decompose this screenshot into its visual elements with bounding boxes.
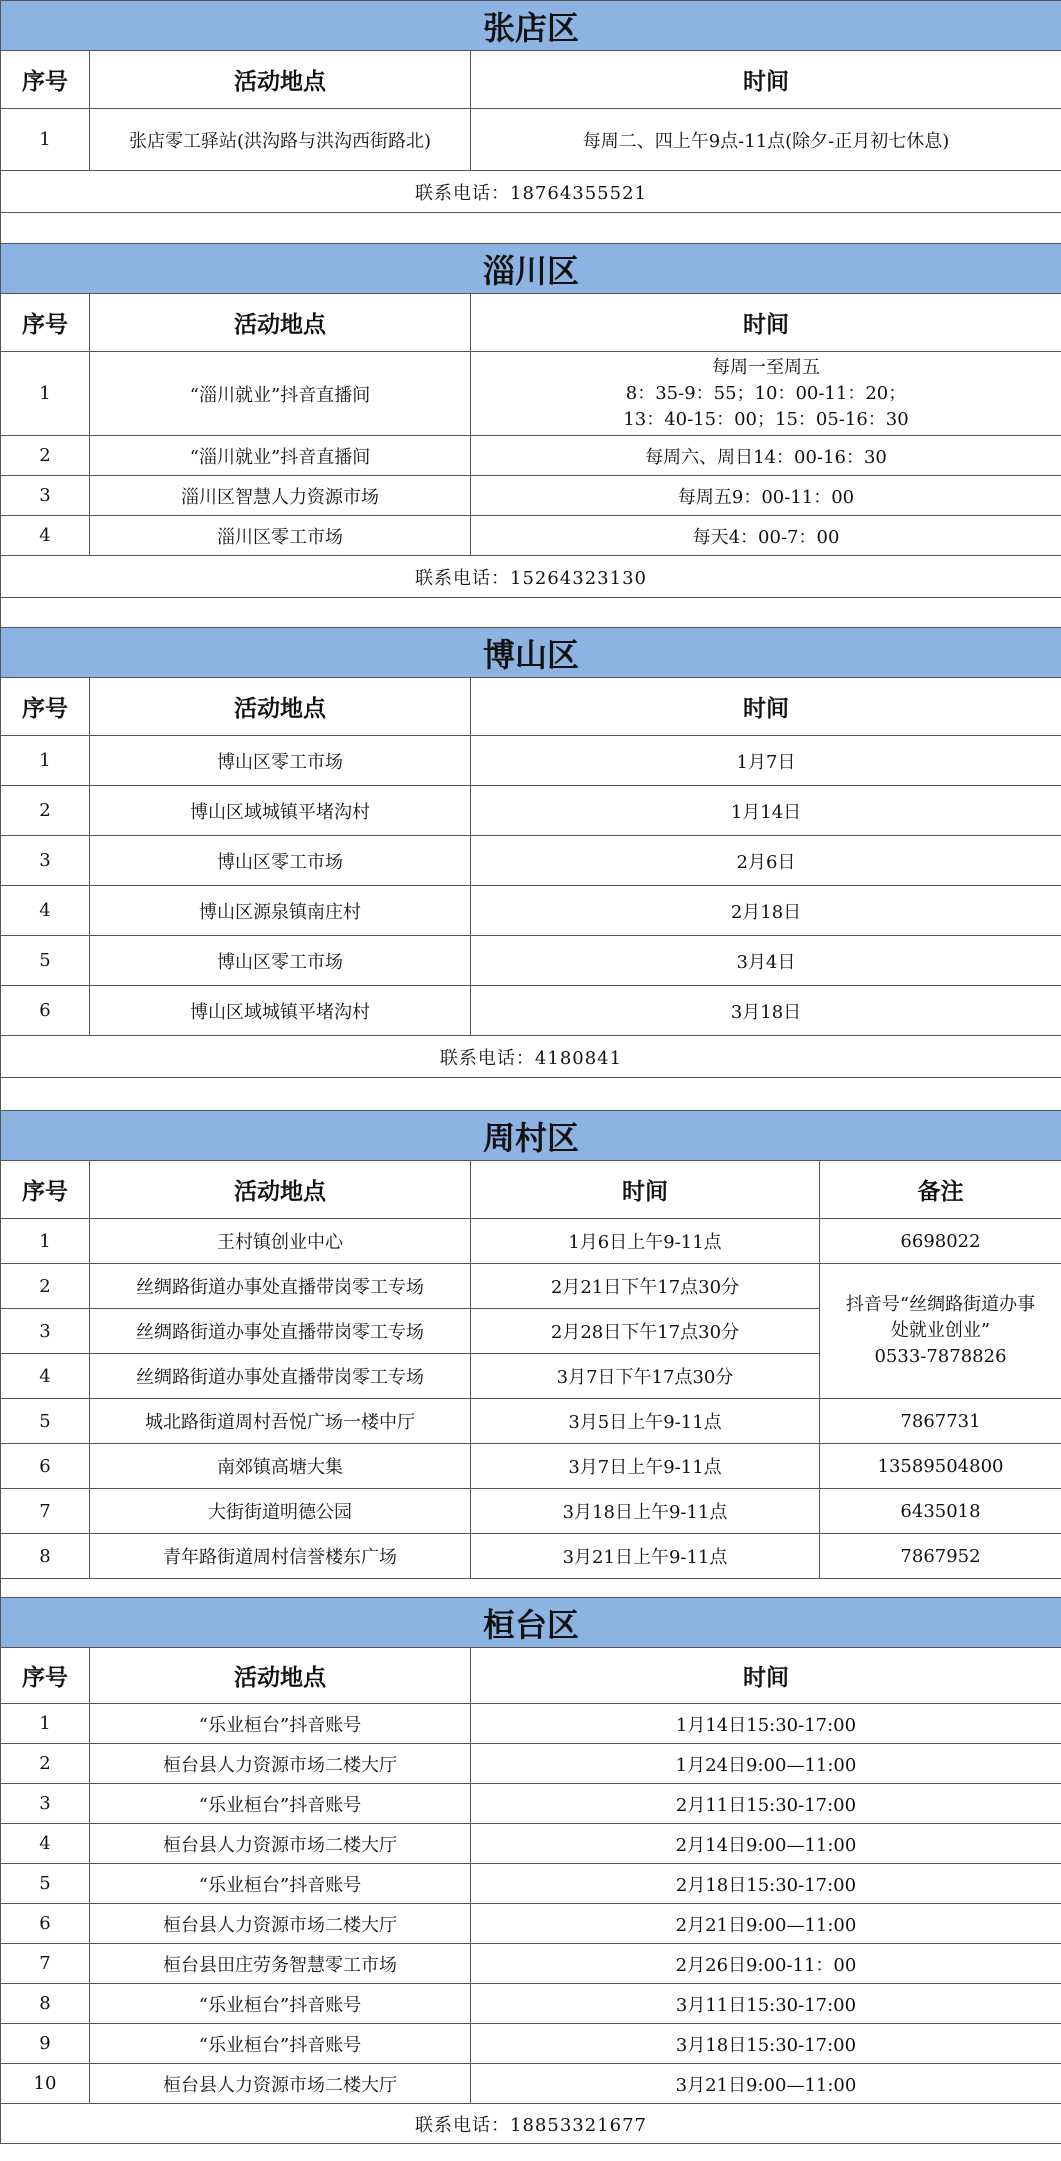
row-number: 1	[1, 736, 90, 786]
row-note-line: 处就业创业”	[890, 1320, 991, 1341]
header-time: 时间	[471, 1648, 1061, 1704]
table-row	[1, 836, 1061, 886]
row-time	[471, 1944, 1061, 1984]
row-time-line: 1月7日	[736, 751, 796, 773]
row-note-line: 抖音号“丝绸路街道办事	[845, 1294, 1036, 1315]
row-time	[471, 352, 1061, 436]
row-time	[471, 986, 1061, 1036]
row-place: 大街街道明德公园	[90, 1489, 471, 1534]
table-row	[1, 476, 1061, 516]
row-time	[471, 786, 1061, 836]
header-row	[1, 51, 1061, 109]
header-place: 活动地点	[90, 51, 471, 109]
row-time-line: 每周六、周日14：00-16：30	[645, 446, 887, 468]
table-row	[1, 1219, 1061, 1264]
row-place: 桓台县人力资源市场二楼大厅	[90, 1824, 471, 1864]
row-number: 1	[1, 109, 90, 171]
header-row	[1, 1648, 1061, 1704]
row-time-line: 每周二、四上午9点-11点(除夕-正月初七休息)	[582, 130, 950, 152]
row-time	[471, 1399, 820, 1444]
row-number: 6	[1, 1904, 90, 1944]
row-time	[471, 1534, 820, 1579]
row-time-line: 3月18日	[730, 1001, 802, 1023]
row-number: 2	[1, 1264, 90, 1309]
row-number: 6	[1, 1444, 90, 1489]
row-place: 淄川区零工市场	[90, 516, 471, 556]
section-title	[1, 1598, 1061, 1648]
row-time	[471, 836, 1061, 886]
row-place: 丝绸路街道办事处直播带岗零工专场	[90, 1354, 471, 1399]
row-number: 8	[1, 1534, 90, 1579]
section-title	[1, 244, 1061, 294]
header-time: 时间	[471, 294, 1061, 352]
row-number: 4	[1, 1824, 90, 1864]
contact-phone: 联系电话：18764355521	[1, 171, 1061, 213]
row-place: 淄川区智慧人力资源市场	[90, 476, 471, 516]
table-row	[1, 516, 1061, 556]
table-row	[1, 886, 1061, 936]
row-place: 博山区源泉镇南庄村	[90, 886, 471, 936]
row-time-line: 2月21日下午17点30分	[550, 1277, 740, 1298]
section-title	[1, 1111, 1061, 1161]
header-place: 活动地点	[90, 1648, 471, 1704]
table-row	[1, 1399, 1061, 1444]
row-note-line: 6698022	[900, 1230, 981, 1252]
row-number: 3	[1, 1309, 90, 1354]
section-title	[1, 628, 1061, 678]
row-note-line: 0533-7878826	[874, 1346, 1007, 1367]
section-title-text: 张店区	[483, 8, 580, 47]
row-number: 2	[1, 1744, 90, 1784]
row-place: 城北路街道周村吾悦广场一楼中厅	[90, 1399, 471, 1444]
table-row	[1, 1864, 1061, 1904]
row-time	[471, 1489, 820, 1534]
row-place: “乐业桓台”抖音账号	[90, 1704, 471, 1744]
section-title-text: 淄川区	[483, 251, 580, 290]
row-time	[471, 1704, 1061, 1744]
header-row	[1, 1161, 1061, 1219]
row-time	[471, 476, 1061, 516]
row-time	[471, 1984, 1061, 2024]
row-place: 博山区域城镇平堵沟村	[90, 786, 471, 836]
row-note-line: 13589504800	[877, 1455, 1004, 1477]
spacer-cell	[1, 213, 1061, 244]
header-place: 活动地点	[90, 1161, 471, 1219]
row-place: 桓台县人力资源市场二楼大厅	[90, 1904, 471, 1944]
table-row	[1, 1264, 1061, 1309]
row-time-line: 1月14日15:30-17:00	[675, 1714, 857, 1736]
header-no: 序号	[1, 678, 90, 736]
row-time	[471, 1309, 820, 1354]
section-title	[1, 1, 1061, 51]
row-number: 3	[1, 1784, 90, 1824]
spacer-cell	[1, 1078, 1061, 1111]
row-time-line: 3月18日上午9-11点	[562, 1502, 728, 1523]
header-place: 活动地点	[90, 678, 471, 736]
row-time	[471, 1354, 820, 1399]
row-time	[471, 1824, 1061, 1864]
header-time: 时间	[471, 678, 1061, 736]
contact-row	[1, 171, 1061, 213]
row-time-line: 1月6日上午9-11点	[568, 1232, 722, 1253]
table-row	[1, 1744, 1061, 1784]
row-time	[471, 886, 1061, 936]
row-time	[471, 1904, 1061, 1944]
row-note-line: 6435018	[900, 1500, 981, 1522]
row-number: 3	[1, 476, 90, 516]
contact-phone: 联系电话：4180841	[1, 1036, 1061, 1078]
row-number: 10	[1, 2064, 90, 2104]
row-place: 博山区域城镇平堵沟村	[90, 986, 471, 1036]
row-place: “乐业桓台”抖音账号	[90, 1864, 471, 1904]
row-time	[471, 1744, 1061, 1784]
spacer-row	[1, 1579, 1061, 1598]
spacer-row	[1, 598, 1061, 628]
section-title-text: 周村区	[483, 1118, 580, 1157]
row-time	[471, 1219, 820, 1264]
header-no: 序号	[1, 1161, 90, 1219]
section-title-text: 博山区	[483, 635, 580, 674]
table-row	[1, 2024, 1061, 2064]
row-place: 王村镇创业中心	[90, 1219, 471, 1264]
table-row	[1, 1444, 1061, 1489]
row-number: 2	[1, 786, 90, 836]
row-time-line: 3月21日上午9-11点	[562, 1547, 728, 1568]
row-time-line: 3月7日上午9-11点	[568, 1457, 722, 1478]
table-row	[1, 786, 1061, 836]
header-row	[1, 678, 1061, 736]
row-place: 青年路街道周村信誉楼东广场	[90, 1534, 471, 1579]
table-row	[1, 736, 1061, 786]
row-place: “淄川就业”抖音直播间	[90, 436, 471, 476]
table-row	[1, 1784, 1061, 1824]
row-note	[820, 1264, 1061, 1399]
row-time	[471, 1864, 1061, 1904]
header-place: 活动地点	[90, 294, 471, 352]
row-time-line: 3月5日上午9-11点	[568, 1412, 722, 1433]
row-number: 7	[1, 1944, 90, 1984]
row-number: 7	[1, 1489, 90, 1534]
table-row	[1, 2064, 1061, 2104]
contact-row	[1, 556, 1061, 598]
row-time	[471, 516, 1061, 556]
contact-row	[1, 1036, 1061, 1078]
row-note	[820, 1489, 1061, 1534]
row-place: 桓台县田庄劳务智慧零工市场	[90, 1944, 471, 1984]
row-note	[820, 1444, 1061, 1489]
row-time-line: 每周一至周五	[712, 356, 820, 378]
row-note	[820, 1534, 1061, 1579]
row-time-line: 2月6日	[736, 851, 796, 873]
row-time-line: 每周五9：00-11：00	[677, 486, 855, 508]
contact-phone: 联系电话：18853321677	[1, 2104, 1061, 2144]
header-no: 序号	[1, 51, 90, 109]
row-time-line: 2月28日下午17点30分	[550, 1322, 740, 1343]
row-place: 南郊镇高塘大集	[90, 1444, 471, 1489]
row-time-line: 3月4日	[736, 951, 796, 973]
row-note-line: 7867952	[900, 1545, 981, 1567]
row-number: 1	[1, 1704, 90, 1744]
row-number: 3	[1, 836, 90, 886]
row-time-line: 1月14日	[730, 801, 802, 823]
table-row	[1, 1904, 1061, 1944]
row-place: 丝绸路街道办事处直播带岗零工专场	[90, 1309, 471, 1354]
row-place: “淄川就业”抖音直播间	[90, 352, 471, 436]
row-time-line: 8：35-9：55；10：00-11：20；	[625, 382, 907, 404]
header-time: 时间	[471, 51, 1061, 109]
row-time-line: 2月21日9:00—11:00	[675, 1914, 857, 1936]
table-row	[1, 1984, 1061, 2024]
section-title-row	[1, 1111, 1061, 1161]
table-row	[1, 986, 1061, 1036]
row-time-line: 1月24日9:00—11:00	[675, 1754, 857, 1776]
row-time-line: 2月18日	[730, 901, 802, 923]
row-time-line: 3月18日15:30-17:00	[675, 2034, 857, 2056]
row-time-line: 3月11日15:30-17:00	[675, 1994, 857, 2016]
row-place: 丝绸路街道办事处直播带岗零工专场	[90, 1264, 471, 1309]
row-place: “乐业桓台”抖音账号	[90, 2024, 471, 2064]
section-title-row	[1, 1598, 1061, 1648]
spacer-cell	[1, 598, 1061, 628]
table-row	[1, 1704, 1061, 1744]
row-number: 1	[1, 1219, 90, 1264]
row-time-line: 每天4：00-7：00	[692, 526, 840, 548]
contact-row	[1, 2104, 1061, 2144]
header-time: 时间	[471, 1161, 820, 1219]
row-number: 9	[1, 2024, 90, 2064]
section-title-text: 桓台区	[483, 1605, 580, 1644]
table-row	[1, 352, 1061, 436]
row-note-line: 7867731	[900, 1410, 981, 1432]
row-time-line: 2月18日15:30-17:00	[675, 1874, 857, 1896]
section-title-row	[1, 628, 1061, 678]
header-no: 序号	[1, 294, 90, 352]
row-number: 5	[1, 1864, 90, 1904]
row-note	[820, 1399, 1061, 1444]
row-time-line: 2月26日9:00-11：00	[675, 1954, 857, 1976]
table-row	[1, 436, 1061, 476]
row-number: 5	[1, 936, 90, 986]
row-place: 桓台县人力资源市场二楼大厅	[90, 1744, 471, 1784]
row-time-line: 3月21日9:00—11:00	[675, 2074, 857, 2096]
row-time	[471, 2064, 1061, 2104]
row-place: 博山区零工市场	[90, 936, 471, 986]
row-time	[471, 1444, 820, 1489]
row-place: “乐业桓台”抖音账号	[90, 1784, 471, 1824]
contact-phone: 联系电话：15264323130	[1, 556, 1061, 598]
row-number: 5	[1, 1399, 90, 1444]
row-time	[471, 736, 1061, 786]
table-row	[1, 1824, 1061, 1864]
row-time	[471, 1264, 820, 1309]
row-time	[471, 436, 1061, 476]
table-row	[1, 1489, 1061, 1534]
header-no: 序号	[1, 1648, 90, 1704]
row-time	[471, 1784, 1061, 1824]
row-time	[471, 109, 1061, 171]
table-row	[1, 109, 1061, 171]
section-title-row	[1, 1, 1061, 51]
spacer-row	[1, 1078, 1061, 1111]
spacer-row	[1, 213, 1061, 244]
row-time	[471, 936, 1061, 986]
row-place: 张店零工驿站(洪沟路与洪沟西街路北)	[90, 109, 471, 171]
row-time-line: 2月14日9:00—11:00	[675, 1834, 857, 1856]
header-note: 备注	[820, 1161, 1061, 1219]
row-number: 4	[1, 886, 90, 936]
row-number: 4	[1, 1354, 90, 1399]
row-number: 8	[1, 1984, 90, 2024]
row-note	[820, 1219, 1061, 1264]
row-place: 博山区零工市场	[90, 836, 471, 886]
table-row	[1, 1534, 1061, 1579]
row-place: 桓台县人力资源市场二楼大厅	[90, 2064, 471, 2104]
row-place: “乐业桓台”抖音账号	[90, 1984, 471, 2024]
section-title-row	[1, 244, 1061, 294]
row-number: 4	[1, 516, 90, 556]
row-time	[471, 2024, 1061, 2064]
table-row	[1, 1944, 1061, 1984]
row-number: 1	[1, 352, 90, 436]
row-place: 博山区零工市场	[90, 736, 471, 786]
row-number: 6	[1, 986, 90, 1036]
row-time-line: 3月7日下午17点30分	[556, 1367, 734, 1388]
row-time-line: 13：40-15：00；15：05-16：30	[623, 408, 909, 430]
row-number: 2	[1, 436, 90, 476]
table-row	[1, 936, 1061, 986]
header-row	[1, 294, 1061, 352]
spacer-cell	[1, 1579, 1061, 1598]
row-time-line: 2月11日15:30-17:00	[675, 1794, 857, 1816]
